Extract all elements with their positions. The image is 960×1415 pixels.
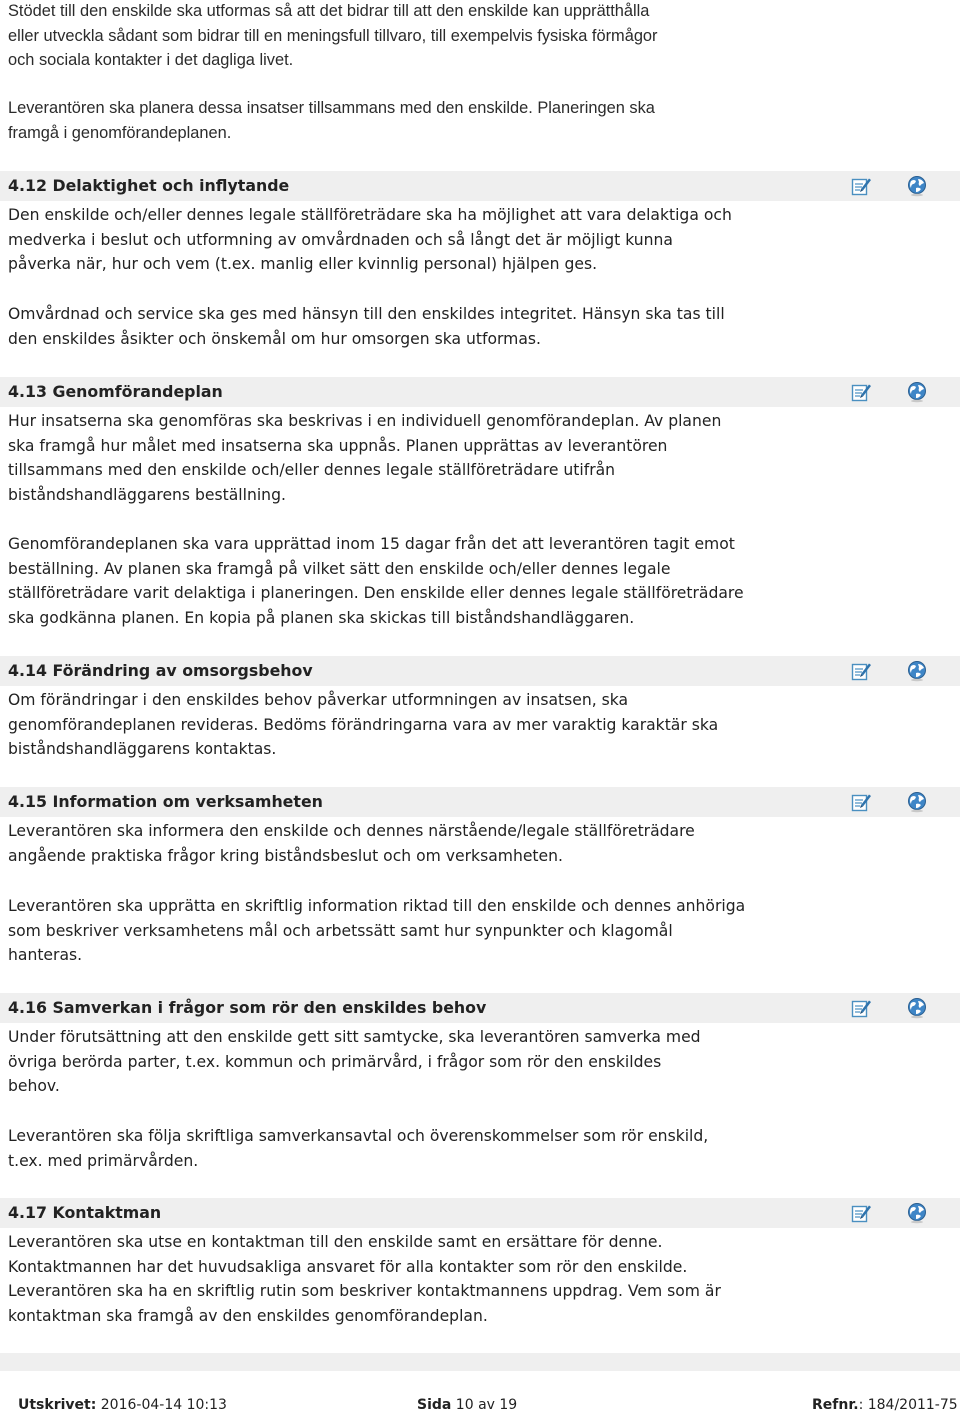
edit-note-icon[interactable]	[850, 997, 872, 1019]
section-title: 4.17 Kontaktman	[8, 1203, 162, 1222]
globe-icon[interactable]	[906, 997, 928, 1019]
text-line: Leverantören ska följa skriftliga samverkansavtal och överenskommelser som rör enskild,	[8, 1127, 709, 1145]
text-line: övriga berörda parter, t.ex. kommun och primärvård, i frågor som rör den enskildes	[8, 1052, 662, 1071]
text-line: Den enskilde och/eller dennes legale ställföreträdare ska ha möjlighet att vara delaktiga och	[8, 206, 732, 224]
intro-paragraph-1	[8, 0, 938, 73]
text-line: angående praktiska frågor kring biståndsbeslut och om verksamheten.	[8, 846, 563, 865]
text-line: Leverantören ska ha en skriftlig rutin som beskriver kontaktmannens uppdrag. Vem som är	[8, 1282, 721, 1301]
section-paragraph	[8, 894, 938, 968]
section-paragraph	[8, 203, 938, 277]
globe-icon[interactable]	[906, 381, 928, 403]
page-label: Sida	[417, 1397, 452, 1413]
text-line: Hur insatserna ska genomföras ska beskrivas i en individuell genomförandeplan. Av planen	[8, 412, 722, 430]
text-line: Stödet till den enskilde ska utformas så att det bidrar till att den enskilde kan upprätthålla	[8, 2, 650, 20]
printed-date	[18, 1396, 227, 1414]
section-header	[0, 171, 960, 201]
section-header	[0, 656, 960, 686]
text-line: påverka när, hur och vem (t.ex. manlig eller kvinnlig personal) hjälpen ges.	[8, 255, 598, 274]
reference-number	[812, 1396, 958, 1414]
section-paragraph	[8, 409, 938, 507]
section-title: 4.14 Förändring av omsorgsbehov	[8, 661, 313, 680]
text-line: Kontaktmannen har det huvudsakliga ansvaret för alla kontakter som rör den enskilde.	[8, 1257, 688, 1276]
text-line: och sociala kontakter i det dagliga livet.	[8, 51, 294, 70]
intro-paragraph-2	[8, 96, 938, 145]
section-paragraph	[8, 302, 938, 351]
section-title: 4.13 Genomförandeplan	[8, 382, 223, 401]
text-line: beställning. Av planen ska framgå på vilket sätt den enskilde och/eller dennes legale	[8, 559, 671, 578]
section-paragraph	[8, 1230, 938, 1328]
text-line: Leverantören ska informera den enskilde och dennes närstående/legale ställföreträdare	[8, 822, 695, 840]
section-paragraph	[8, 1025, 938, 1099]
section-header	[0, 993, 960, 1023]
globe-icon[interactable]	[906, 660, 928, 682]
text-line: ska godkänna planen. En kopia på planen ska skickas till biståndshandläggaren.	[8, 608, 635, 627]
text-line: Leverantören ska utse en kontaktman till den enskilde samt en ersättare för denne.	[8, 1233, 663, 1251]
section-paragraph	[8, 532, 938, 630]
section-title: 4.15 Information om verksamheten	[8, 792, 323, 811]
text-line: behov.	[8, 1077, 60, 1096]
text-line: medverka i beslut och utformning av omvårdnaden och så långt det är möjligt kunna	[8, 230, 673, 249]
section-title: 4.16 Samverkan i frågor som rör den enskildes behov	[8, 998, 487, 1017]
edit-note-icon[interactable]	[850, 381, 872, 403]
globe-icon[interactable]	[906, 175, 928, 197]
edit-note-icon[interactable]	[850, 660, 872, 682]
text-line: ska framgå hur målet med insatserna ska uppnås. Planen upprättas av leverantören	[8, 436, 668, 455]
text-line: genomförandeplanen revideras. Bedöms förändringarna vara av mer varaktig karaktär ska	[8, 715, 719, 734]
footer-divider-band	[0, 1353, 960, 1371]
edit-note-icon[interactable]	[850, 1202, 872, 1224]
page-value: 10 av 19	[451, 1397, 518, 1413]
printed-value: 2016-04-14 10:13	[96, 1397, 227, 1413]
text-line: eller utveckla sådant som bidrar till en meningsfull tillvaro, till exempelvis fysiska förmågor	[8, 26, 658, 45]
text-line: hanteras.	[8, 946, 83, 965]
text-line: som beskriver verksamhetens mål och arbetssätt samt hur synpunkter och klagomål	[8, 921, 673, 940]
text-line: tillsammans med den enskilde och/eller dennes legale ställföreträdare utifrån	[8, 461, 616, 480]
section-header	[0, 1198, 960, 1228]
section-paragraph	[8, 819, 938, 868]
text-line: Genomförandeplanen ska vara upprättad inom 15 dagar från det att leverantören tagit emot	[8, 535, 735, 553]
text-line: den enskildes åsikter och önskemål om hur omsorgen ska utformas.	[8, 329, 541, 348]
text-line: Leverantören ska planera dessa insatser tillsammans med den enskilde. Planeringen ska	[8, 99, 655, 117]
globe-icon[interactable]	[906, 1202, 928, 1224]
text-line: Leverantören ska upprätta en skriftlig information riktad till den enskilde och dennes anhöriga	[8, 897, 746, 915]
text-line: framgå i genomförandeplanen.	[8, 123, 232, 142]
ref-label: Refnr.	[812, 1397, 859, 1413]
section-header	[0, 377, 960, 407]
section-paragraph	[8, 1124, 938, 1173]
edit-note-icon[interactable]	[850, 175, 872, 197]
page-number	[417, 1396, 517, 1414]
text-line: biståndshandläggarens beställning.	[8, 485, 286, 504]
section-paragraph	[8, 688, 938, 762]
section-header	[0, 787, 960, 817]
text-line: biståndshandläggarens kontaktas.	[8, 740, 277, 759]
globe-icon[interactable]	[906, 791, 928, 813]
text-line: t.ex. med primärvården.	[8, 1151, 199, 1170]
text-line: Omvårdnad och service ska ges med hänsyn till den enskildes integritet. Hänsyn ska tas till	[8, 305, 725, 323]
ref-value: : 184/2011-75	[858, 1397, 958, 1413]
text-line: Under förutsättning att den enskilde gett sitt samtycke, ska leverantören samverka med	[8, 1028, 701, 1046]
text-line: ställföreträdare varit delaktiga i planeringen. Den enskilde eller dennes legale ställföreträdare	[8, 584, 744, 603]
section-title: 4.12 Delaktighet och inflytande	[8, 176, 290, 195]
text-line: Om förändringar i den enskildes behov påverkar utformningen av insatsen, ska	[8, 691, 629, 709]
edit-note-icon[interactable]	[850, 791, 872, 813]
text-line: kontaktman ska framgå av den enskildes genomförandeplan.	[8, 1306, 488, 1325]
printed-label: Utskrivet:	[18, 1397, 97, 1413]
